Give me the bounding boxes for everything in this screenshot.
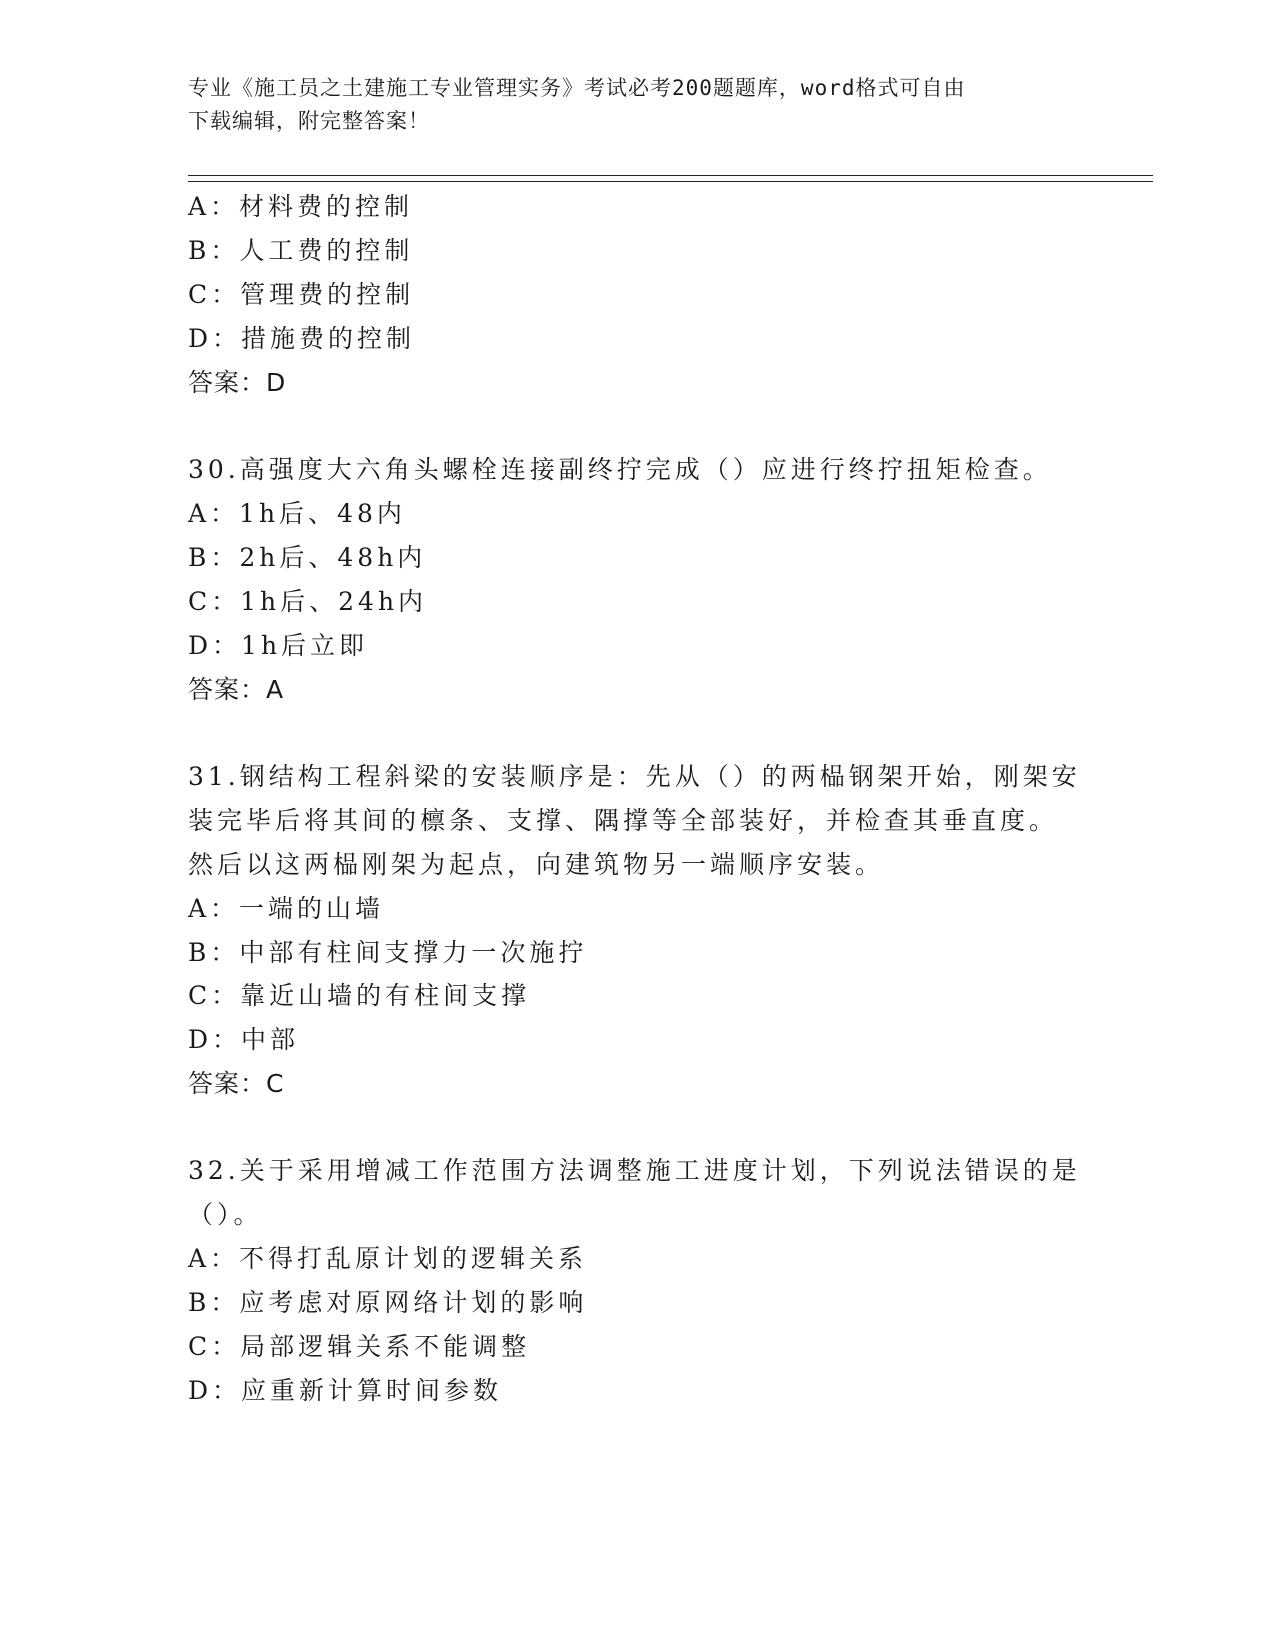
q29-option-a: A：材料费的控制 [188,192,414,221]
q32-option-b: B：应考虑对原网络计划的影响 [188,1288,588,1317]
q30-stem: 30.高强度大六角头螺栓连接副终拧完成（）应进行终拧扭矩检查。 [188,455,1052,484]
q31-answer: 答案：C [188,1069,285,1098]
q31-stem-line-3: 然后以这两榀刚架为起点，向建筑物另一端顺序安装。 [188,850,885,879]
q31-option-d: D：中部 [188,1025,300,1054]
q31-option-b: B：中部有柱间支撑力一次施拧 [188,938,588,967]
q32-stem-line-1: 32.关于采用增减工作范围方法调整施工进度计划，下列说法错误的是 [188,1156,1081,1185]
q32-option-a: A：不得打乱原计划的逻辑关系 [188,1244,588,1273]
document-header [188,72,1068,138]
q32-option-c: C：局部逻辑关系不能调整 [188,1332,531,1361]
q32-stem-line-2: （）。 [188,1200,263,1229]
q30-option-d: D：1h后立即 [188,631,369,660]
q31-option-c: C：靠近山墙的有柱间支撑 [188,981,531,1010]
q31-stem-line-2: 装完毕后将其间的檩条、支撑、隅撑等全部装好，并检查其垂直度。 [188,806,1059,835]
q30-option-c: C：1h后、24h内 [188,587,428,616]
q31-option-a: A：一端的山墙 [188,894,385,923]
q30-answer: 答案：A [188,675,285,704]
q31-stem-line-1: 31.钢结构工程斜梁的安装顺序是：先从（）的两榀钢架开始，刚架安 [188,762,1081,791]
header-divider-bottom [188,181,1153,182]
q29-option-d: D：措施费的控制 [188,324,416,353]
header-line-1: 专业《施工员之土建施工专业管理实务》考试必考200题题库，word格式可自由 [188,76,966,100]
header-divider-top [188,175,1153,176]
q29-answer: 答案：D [188,368,287,397]
q32-option-d: D：应重新计算时间参数 [188,1376,503,1405]
q30-option-a: A：1h后、48内 [188,499,406,528]
q29-option-b: B：人工费的控制 [188,236,414,265]
q30-option-b: B：2h后、48h内 [188,543,427,572]
q29-option-c: C：管理费的控制 [188,280,415,309]
header-line-2: 下载编辑，附完整答案！ [188,109,430,133]
